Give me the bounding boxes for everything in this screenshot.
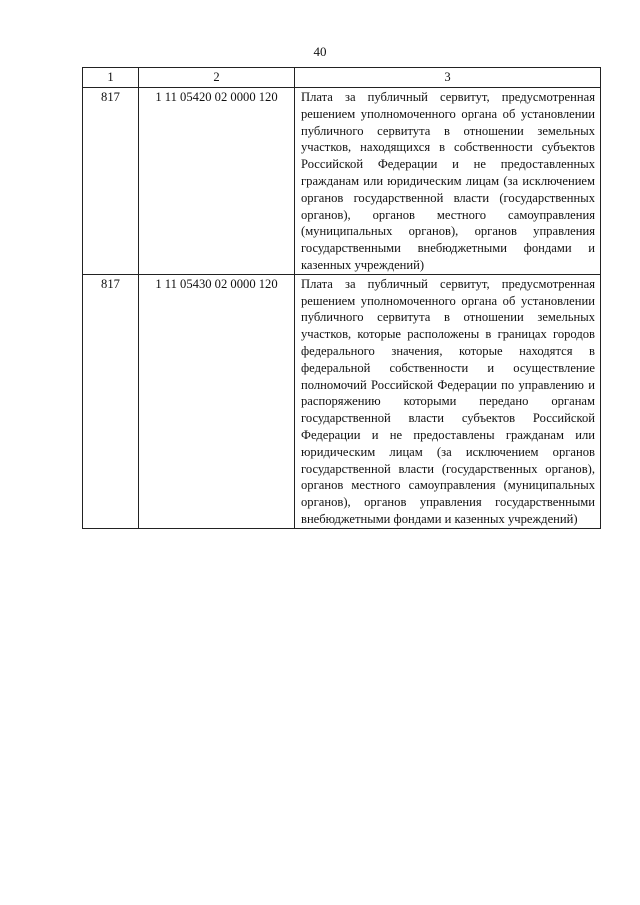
revenue-codes-table: [82, 67, 601, 529]
revenue-description-cell: Плата за публичный сервитут, предусмотренная решением уполномоченного органа об установлении публичного сервитута в отношении земельных участков, которые расположены в границах городов федерального значения, которые находятся в федеральной собственности и осуществление полномочий Российской Федерации по управлению и распоряжению которыми передано органам государственной власти субъектов Российской Федерации и не предоставлены гражданам или юридическим лицам (за исключением органов государственной власти (государственных органов), органов местного самоуправления (муниципальных органов), органов управления государственными внебюджетными фондами и казенных учреждений): [295, 274, 601, 528]
budget-classification-code-cell: 1 11 05420 02 0000 120: [139, 88, 295, 275]
column-header-1: 1: [83, 68, 139, 88]
column-header-3: 3: [295, 68, 601, 88]
table-row: [83, 274, 601, 528]
revenue-description-cell: Плата за публичный сервитут, предусмотренная решением уполномоченного органа об установлении публичного сервитута в отношении земельных участков, находящихся в собственности субъектов Российской Федерации и не предоставленных гражданам или юридическим лицам (за исключением органов государственной власти (государственных органов), органов местного самоуправления (муниципальных органов), органов управления государственными внебюджетными фондами и казенных учреждений): [295, 88, 601, 275]
admin-code-cell: 817: [83, 88, 139, 275]
table-header-row: [83, 68, 601, 88]
page-number: 40: [313, 44, 327, 59]
budget-classification-code-cell: 1 11 05430 02 0000 120: [139, 274, 295, 528]
column-header-2: 2: [139, 68, 295, 88]
admin-code-cell: 817: [83, 274, 139, 528]
table-row: [83, 88, 601, 275]
